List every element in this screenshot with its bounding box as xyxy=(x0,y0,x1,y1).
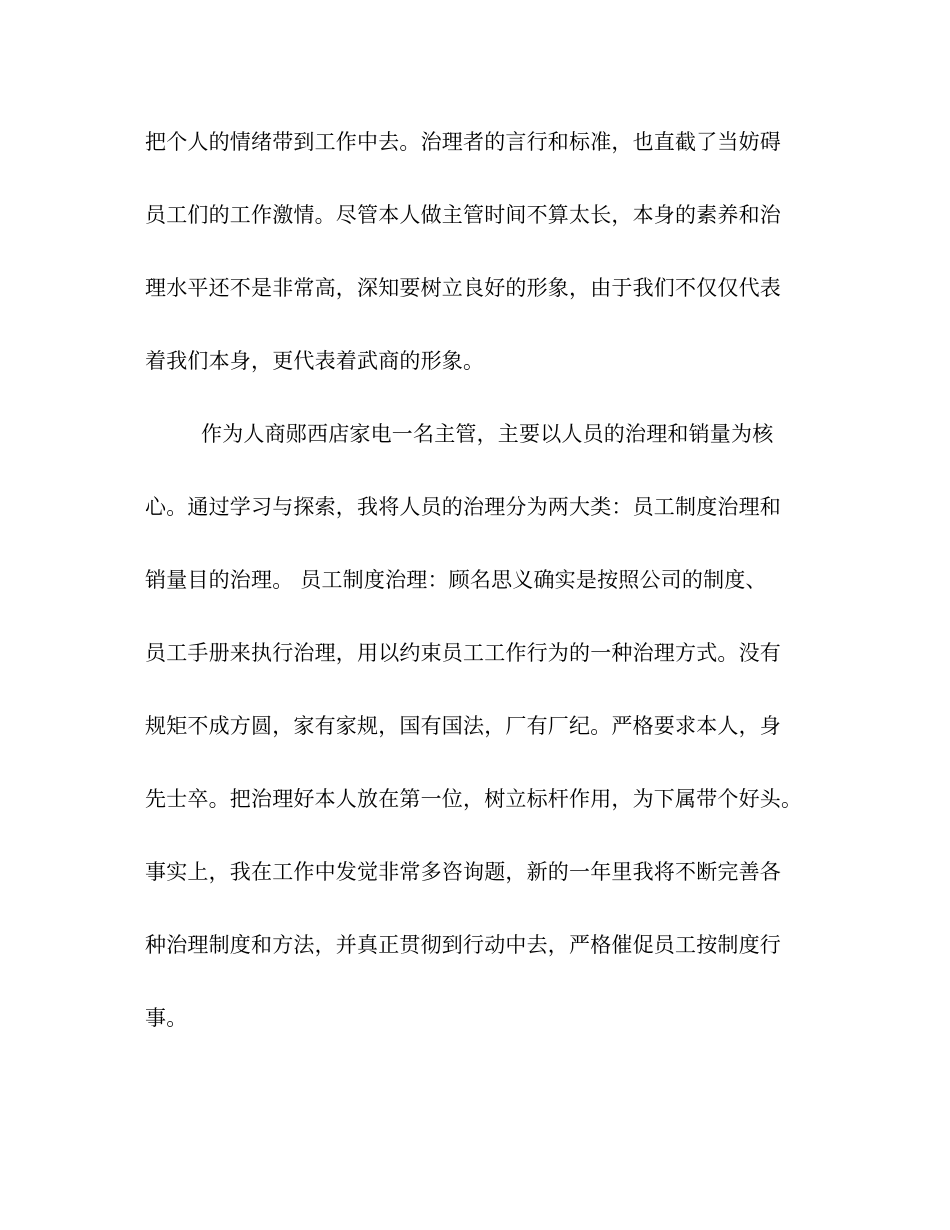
body-text xyxy=(145,121,815,1070)
paragraph-start-line: 作为人商郧西店家电一名主管，主要以人员的治理和销量为核 xyxy=(201,422,774,446)
text-line: 事。 xyxy=(145,1006,188,1030)
text-line: 心。通过学习与探索，我将人员的治理分为两大类：员工制度治理和 xyxy=(145,495,781,519)
text-line: 规矩不成方圆，家有家规，国有国法，厂有厂纪。严格要求本人，身 xyxy=(145,714,781,738)
text-line: 着我们本身，更代表着武商的形象。 xyxy=(145,349,485,373)
text-line: 种治理制度和方法，并真正贯彻到行动中去，严格催促员工按制度行 xyxy=(145,933,781,957)
text-line: 员工们的工作激情。尽管本人做主管时间不算太长，本身的素养和治 xyxy=(145,203,781,227)
text-line: 员工手册来执行治理，用以约束员工工作行为的一种治理方式。没有 xyxy=(145,641,781,665)
text-line: 先士卒。把治理好本人放在第一位，树立标杆作用，为下属带个好头。 xyxy=(145,787,803,811)
text-line: 销量目的治理。 员工制度治理：顾名思义确实是按照公司的制度、 xyxy=(145,568,767,592)
text-line: 事实上，我在工作中发觉非常多咨询题，新的一年里我将不断完善各 xyxy=(145,860,781,884)
text-line: 理水平还不是非常高，深知要树立良好的形象，由于我们不仅仅代表 xyxy=(145,276,781,300)
text-line: 把个人的情绪带到工作中去。治理者的言行和标准，也直截了当妨碍 xyxy=(145,130,781,154)
